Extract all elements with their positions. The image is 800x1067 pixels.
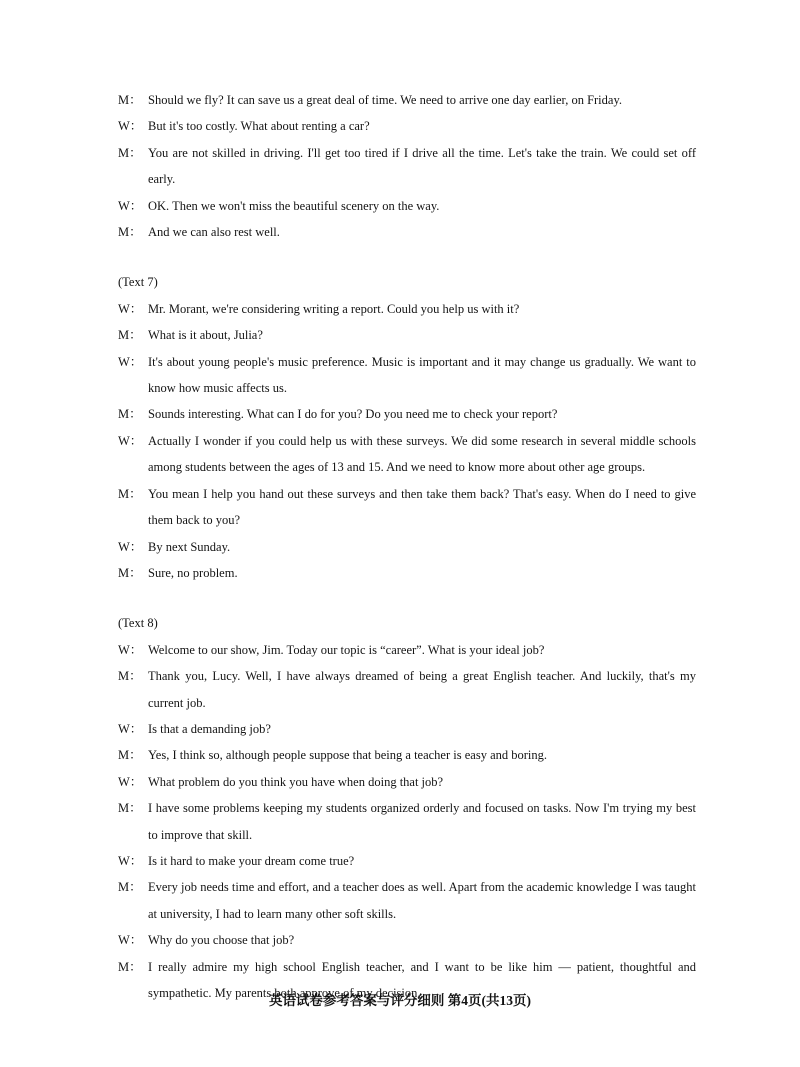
dialogue-line	[118, 742, 696, 768]
speaker-label: W：	[118, 774, 143, 789]
dialogue-line	[118, 140, 696, 193]
speaker-label: M：	[118, 225, 142, 240]
speaker-label: M：	[118, 145, 142, 160]
speaker-label: M：	[118, 801, 142, 816]
dialogue-line	[118, 481, 696, 534]
dialogue-text: Sounds interesting. What can I do for you? Do you need me to check your report?	[148, 407, 558, 422]
dialogue-line	[118, 87, 696, 113]
dialogue-line	[118, 193, 696, 219]
speaker-label: M：	[118, 748, 142, 763]
dialogue-line	[118, 637, 696, 663]
speaker-label: W：	[118, 433, 143, 448]
dialogue-text: Every job needs time and effort, and a teacher does as well. Apart from the academic knowledge I was taught at university, I had to learn many other soft skills.	[148, 880, 696, 921]
speaker-label: W：	[118, 539, 143, 554]
speaker-label: M：	[118, 407, 142, 422]
speaker-label: W：	[118, 301, 143, 316]
dialogue-line	[118, 874, 696, 927]
dialogue-text: Welcome to our show, Jim. Today our topic is “career”. What is your ideal job?	[148, 642, 545, 657]
dialogue-line	[118, 769, 696, 795]
page-footer: 英语试卷参考答案与评分细则 第4页(共13页)	[268, 993, 532, 1008]
dialogue-text: By next Sunday.	[148, 539, 231, 554]
dialogue-text: You are not skilled in driving. I'll get too tired if I drive all the time. Let's take the train. We could set off early.	[148, 145, 696, 187]
dialogue-text: OK. Then we won't miss the beautiful scenery on the way.	[148, 198, 440, 213]
dialogue-text: Thank you, Lucy. Well, I have always dreamed of being a great English teacher. And luckily, that's my current job.	[148, 669, 696, 710]
dialogue-line	[118, 716, 696, 742]
dialogue-line	[118, 560, 696, 586]
dialogue-text: But it's too costly. What about renting a car?	[148, 119, 370, 134]
dialogue-text: Why do you choose that job?	[148, 933, 295, 948]
dialogue-line	[118, 663, 696, 716]
speaker-label: W：	[118, 119, 143, 134]
dialogue-line	[118, 219, 696, 245]
section-heading: (Text 7)	[118, 275, 158, 290]
transcript-content	[118, 87, 696, 1006]
dialogue-text: Yes, I think so, although people suppose that being a teacher is easy and boring.	[148, 748, 547, 763]
dialogue-text: It's about young people's music preference. Music is important and it may change us gradually. We want to know how music affects us.	[148, 354, 696, 396]
transcript-section	[118, 87, 696, 245]
dialogue-text: You mean I help you hand out these surveys and then take them back? That's easy. When do I need to give them back to you?	[148, 486, 696, 528]
speaker-label: W：	[118, 198, 143, 213]
dialogue-text: What problem do you think you have when doing that job?	[148, 774, 444, 789]
transcript-section	[118, 610, 696, 1006]
dialogue-text: Sure, no problem.	[148, 565, 238, 580]
dialogue-text: Mr. Morant, we're considering writing a report. Could you help us with it?	[148, 301, 520, 316]
dialogue-text: Should we fly? It can save us a great deal of time. We need to arrive one day earlier, on Friday.	[148, 93, 623, 107]
speaker-label: M：	[118, 565, 142, 580]
speaker-label: M：	[118, 880, 142, 895]
dialogue-line	[118, 428, 696, 481]
speaker-label: W：	[118, 933, 143, 948]
speaker-label: W：	[118, 354, 143, 369]
dialogue-text: What is it about, Julia?	[148, 328, 263, 343]
dialogue-line	[118, 848, 696, 874]
speaker-label: W：	[118, 642, 143, 657]
speaker-label: W：	[118, 853, 143, 868]
dialogue-line	[118, 113, 696, 139]
dialogue-line	[118, 534, 696, 560]
dialogue-line	[118, 349, 696, 402]
dialogue-line	[118, 401, 696, 427]
dialogue-text: I have some problems keeping my students organized orderly and focused on tasks. Now I'm trying my best to improve that skill.	[148, 801, 696, 842]
dialogue-text: Is it hard to make your dream come true?	[148, 853, 355, 868]
dialogue-text: I really admire my high school English teacher, and I want to be like him — patient, thoughtful and sympathetic. My parents both approve of my decision.	[148, 959, 696, 1000]
transcript-section	[118, 269, 696, 586]
speaker-label: W：	[118, 721, 143, 736]
dialogue-line	[118, 927, 696, 953]
speaker-label: M：	[118, 93, 142, 107]
dialogue-line	[118, 322, 696, 348]
speaker-label: M：	[118, 669, 142, 684]
speaker-label: M：	[118, 959, 142, 974]
speaker-label: M：	[118, 328, 142, 343]
dialogue-text: Is that a demanding job?	[148, 721, 271, 736]
speaker-label: M：	[118, 486, 142, 501]
dialogue-line	[118, 795, 696, 848]
section-heading: (Text 8)	[118, 616, 158, 631]
dialogue-line	[118, 296, 696, 322]
dialogue-text: And we can also rest well.	[148, 225, 280, 240]
dialogue-text: Actually I wonder if you could help us with these surveys. We did some research in several middle schools among students between the ages of 13 and 15. And we need to know more about other age groups.	[148, 433, 696, 475]
